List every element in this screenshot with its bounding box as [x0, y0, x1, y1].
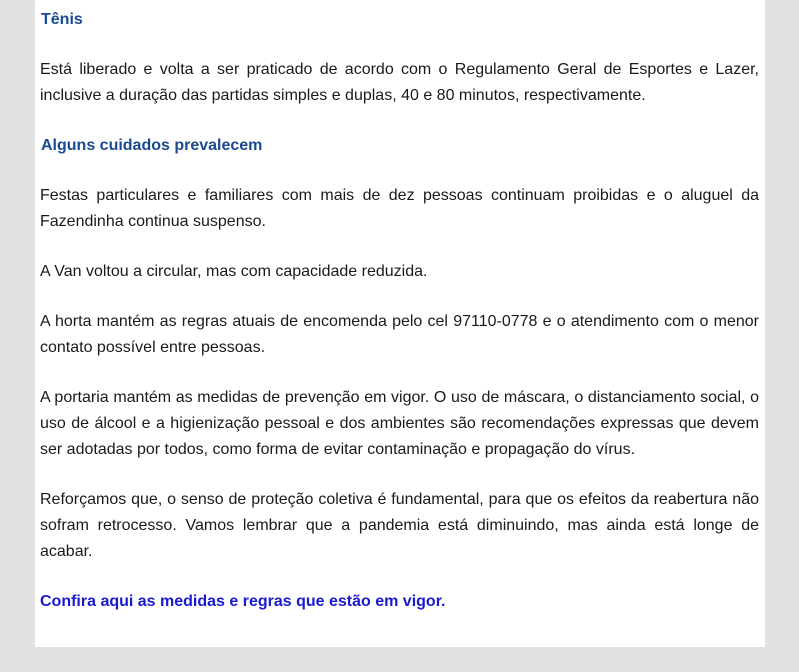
- portaria-paragraph: A portaria mantém as medidas de prevenção em vigor. O uso de máscara, o distanciamento social, o uso de álcool e a higienização pessoal e dos ambientes são recomendações expressas que devem ser adotadas por todos, como forma de evitar contaminação e propagação do vírus.: [40, 389, 759, 458]
- festas-paragraph: Festas particulares e familiares com mais de dez pessoas continuam proibidas e o aluguel da Fazendinha continua suspenso.: [40, 187, 759, 230]
- content-panel: [35, 0, 765, 647]
- article-body: [40, 7, 759, 615]
- horta-paragraph: A horta mantém as regras atuais de encomenda pelo cel 97110-0778 e o atendimento com o menor contato possível entre pessoas.: [40, 313, 759, 356]
- reforco-paragraph: Reforçamos que, o senso de proteção coletiva é fundamental, para que os efeitos da reabertura não sofram retrocesso. Vamos lembrar que a pandemia está diminuindo, mas ainda está longe de acabar.: [40, 491, 759, 560]
- tenis-heading: Tênis: [41, 11, 83, 28]
- rules-link[interactable]: Confira aqui as medidas e regras que estão em vigor.: [40, 593, 446, 610]
- van-paragraph: A Van voltou a circular, mas com capacidade reduzida.: [40, 263, 428, 280]
- tenis-paragraph: Está liberado e volta a ser praticado de acordo com o Regulamento Geral de Esportes e Lazer, inclusive a duração das partidas simples e duplas, 40 e 80 minutos, respectivamente.: [40, 61, 759, 104]
- cuidados-heading: Alguns cuidados prevalecem: [41, 137, 263, 154]
